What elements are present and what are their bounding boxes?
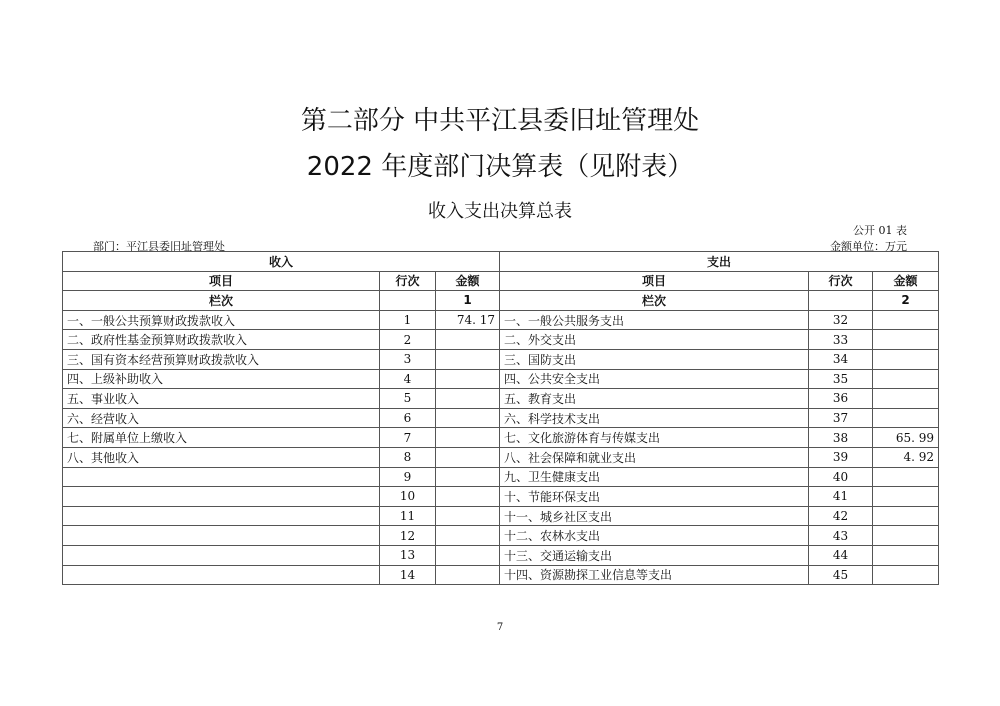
expense-lanci-label: 栏次 xyxy=(500,291,809,311)
table-row xyxy=(63,565,939,585)
expense-amount-cell xyxy=(873,369,939,389)
income-amount-cell: 74. 17 xyxy=(436,310,500,330)
income-row-no-cell: 6 xyxy=(380,408,436,428)
expense-amount-cell xyxy=(873,506,939,526)
expense-item-cell: 十一、城乡社区支出 xyxy=(500,506,809,526)
expense-row-no-cell: 32 xyxy=(809,310,873,330)
column-header-row xyxy=(63,271,939,291)
income-row-no-cell: 11 xyxy=(380,506,436,526)
income-amount-cell xyxy=(436,369,500,389)
table-row xyxy=(63,545,939,565)
expense-row-no-cell: 34 xyxy=(809,349,873,369)
income-amount-cell xyxy=(436,545,500,565)
income-row-no-cell: 5 xyxy=(380,389,436,409)
expense-item-cell: 二、外交支出 xyxy=(500,330,809,350)
expense-item-cell: 九、卫生健康支出 xyxy=(500,467,809,487)
column-index-row xyxy=(63,291,939,311)
income-item-cell xyxy=(63,487,380,507)
income-item-cell: 七、附属单位上缴收入 xyxy=(63,428,380,448)
income-item-cell: 五、事业收入 xyxy=(63,389,380,409)
income-amount-cell xyxy=(436,526,500,546)
expense-row-no-cell: 36 xyxy=(809,389,873,409)
table-row xyxy=(63,467,939,487)
income-row-no-cell: 14 xyxy=(380,565,436,585)
table-row xyxy=(63,330,939,350)
expense-row-no-cell: 44 xyxy=(809,545,873,565)
expense-amount-cell xyxy=(873,349,939,369)
table-row xyxy=(63,389,939,409)
expense-amount-cell xyxy=(873,330,939,350)
expense-item-cell: 三、国防支出 xyxy=(500,349,809,369)
income-row-no-cell: 1 xyxy=(380,310,436,330)
income-row-no-cell: 4 xyxy=(380,369,436,389)
expense-amount-cell xyxy=(873,408,939,428)
expense-row-no-cell: 45 xyxy=(809,565,873,585)
table-row xyxy=(63,369,939,389)
expense-amount-cell xyxy=(873,526,939,546)
income-row-no-cell: 7 xyxy=(380,428,436,448)
expense-item-cell: 七、文化旅游体育与传媒支出 xyxy=(500,428,809,448)
income-row-no-cell: 12 xyxy=(380,526,436,546)
expense-amount-cell xyxy=(873,545,939,565)
income-amount-cell xyxy=(436,447,500,467)
table-row xyxy=(63,428,939,448)
income-item-cell: 四、上级补助收入 xyxy=(63,369,380,389)
income-item-cell xyxy=(63,545,380,565)
income-amount-cell xyxy=(436,467,500,487)
income-amount-header: 金额 xyxy=(436,271,500,291)
income-row-no-cell: 8 xyxy=(380,447,436,467)
table-title: 收入支出决算总表 xyxy=(428,201,572,222)
income-row-no-cell: 13 xyxy=(380,545,436,565)
income-item-cell: 二、政府性基金预算财政拨款收入 xyxy=(63,330,380,350)
expense-item-cell: 五、教育支出 xyxy=(500,389,809,409)
expense-amount-cell xyxy=(873,487,939,507)
expense-amount-cell xyxy=(873,565,939,585)
income-amount-cell xyxy=(436,330,500,350)
department-label: 部门：平江县委旧址管理处 xyxy=(93,240,225,253)
table-row xyxy=(63,487,939,507)
expense-row-no-cell: 39 xyxy=(809,447,873,467)
expense-row-no-cell: 40 xyxy=(809,467,873,487)
expense-item-cell: 十三、交通运输支出 xyxy=(500,545,809,565)
amount-unit-label: 金额单位：万元 xyxy=(830,240,907,253)
income-lanci-number: 1 xyxy=(436,291,500,311)
income-row-no-cell: 9 xyxy=(380,467,436,487)
expense-item-cell: 六、科学技术支出 xyxy=(500,408,809,428)
expense-row-no-cell: 43 xyxy=(809,526,873,546)
expense-row-no-cell: 41 xyxy=(809,487,873,507)
expense-item-cell: 十、节能环保支出 xyxy=(500,487,809,507)
income-item-cell: 三、国有资本经营预算财政拨款收入 xyxy=(63,349,380,369)
income-item-cell: 一、一般公共预算财政拨款收入 xyxy=(63,310,380,330)
income-row-no-cell: 3 xyxy=(380,349,436,369)
expense-row-no-cell: 35 xyxy=(809,369,873,389)
income-row-no-cell: 10 xyxy=(380,487,436,507)
expense-item-cell: 十二、农林水支出 xyxy=(500,526,809,546)
income-amount-cell xyxy=(436,428,500,448)
expense-row-no-cell: 37 xyxy=(809,408,873,428)
income-section-header: 收入 xyxy=(63,252,500,272)
income-row-no-header: 行次 xyxy=(380,271,436,291)
table-row xyxy=(63,526,939,546)
expense-item-cell: 一、一般公共服务支出 xyxy=(500,310,809,330)
income-lanci-empty xyxy=(380,291,436,311)
page-number: 7 xyxy=(496,622,504,633)
expense-row-no-cell: 38 xyxy=(809,428,873,448)
expense-item-cell: 十四、资源勘探工业信息等支出 xyxy=(500,565,809,585)
expense-item-header: 项目 xyxy=(500,271,809,291)
income-amount-cell xyxy=(436,408,500,428)
income-amount-cell xyxy=(436,487,500,507)
income-item-cell xyxy=(63,565,380,585)
income-lanci-label: 栏次 xyxy=(63,291,380,311)
table-row xyxy=(63,408,939,428)
income-row-no-cell: 2 xyxy=(380,330,436,350)
expense-amount-cell xyxy=(873,310,939,330)
income-amount-cell xyxy=(436,506,500,526)
form-number: 公开 01 表 xyxy=(853,224,907,237)
income-amount-cell xyxy=(436,389,500,409)
income-amount-cell xyxy=(436,349,500,369)
income-item-cell xyxy=(63,467,380,487)
expense-row-no-header: 行次 xyxy=(809,271,873,291)
expense-lanci-number: 2 xyxy=(873,291,939,311)
table-row xyxy=(63,506,939,526)
income-expense-table xyxy=(62,251,939,585)
table-row xyxy=(63,349,939,369)
table-row xyxy=(63,447,939,467)
expense-lanci-empty xyxy=(809,291,873,311)
expense-item-cell: 八、社会保障和就业支出 xyxy=(500,447,809,467)
expense-row-no-cell: 33 xyxy=(809,330,873,350)
table-row xyxy=(63,310,939,330)
income-item-cell xyxy=(63,526,380,546)
section-header-row xyxy=(63,252,939,272)
page-subtitle: 2022 年度部门决算表（见附表） xyxy=(306,152,694,182)
income-item-cell: 六、经营收入 xyxy=(63,408,380,428)
income-item-cell xyxy=(63,506,380,526)
expense-amount-cell xyxy=(873,389,939,409)
expense-section-header: 支出 xyxy=(500,252,939,272)
income-amount-cell xyxy=(436,565,500,585)
expense-amount-header: 金额 xyxy=(873,271,939,291)
expense-amount-cell xyxy=(873,467,939,487)
expense-amount-cell: 65. 99 xyxy=(873,428,939,448)
expense-item-cell: 四、公共安全支出 xyxy=(500,369,809,389)
income-item-cell: 八、其他收入 xyxy=(63,447,380,467)
page-title: 第二部分 中共平江县委旧址管理处 xyxy=(300,106,700,136)
income-item-header: 项目 xyxy=(63,271,380,291)
expense-row-no-cell: 42 xyxy=(809,506,873,526)
expense-amount-cell: 4. 92 xyxy=(873,447,939,467)
